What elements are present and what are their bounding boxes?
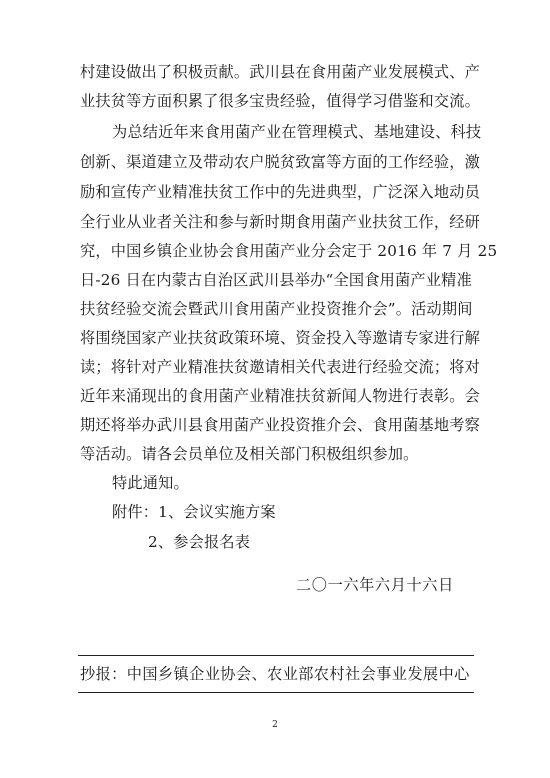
divider-top bbox=[78, 655, 474, 656]
body-line: 近年来涌现出的食用菌产业精准扶贫新闻人物进行表彰。会 bbox=[80, 387, 481, 405]
body-line: 读；将针对产业精准扶贫邀请相关代表进行经验交流；将对 bbox=[80, 358, 481, 376]
body-line: 创新、渠道建立及带动农户脱贫致富等方面的工作经验，激 bbox=[80, 153, 481, 171]
page-number: 2 bbox=[272, 720, 278, 730]
attachment-item: 附件：1、会议实施方案 bbox=[112, 503, 276, 521]
body-line: 励和宣传产业精准扶贫工作中的先进典型，广泛深入地动员 bbox=[80, 183, 481, 201]
cc-line: 抄报：中国乡镇企业协会、农业部农村社会事业发展中心 bbox=[80, 665, 470, 683]
attachment-item: 2、参会报名表 bbox=[148, 533, 251, 551]
body-line: 日-26 日在内蒙古自治区武川县举办“全国食用菌产业精准 bbox=[80, 271, 472, 289]
body-line: 将围绕国家产业扶贫政策环境、资金投入等邀请专家进行解 bbox=[80, 329, 481, 347]
body-line: 为总结近年来食用菌产业在管理模式、基地建设、科技 bbox=[112, 123, 482, 141]
divider-bottom bbox=[78, 692, 474, 693]
body-line: 期还将举办武川县食用菌产业投资推介会、食用菌基地考察 bbox=[80, 416, 481, 434]
body-line: 等活动。请各会员单位及相关部门积极组织参加。 bbox=[80, 445, 419, 463]
notice-text: 特此通知。 bbox=[112, 474, 189, 492]
body-line: 扶贫经验交流会暨武川食用菌产业投资推介会”。活动期间 bbox=[80, 300, 473, 318]
body-line: 全行业从业者关注和参与新时期食用菌产业扶贫工作，经研 bbox=[80, 213, 481, 231]
body-line: 村建设做出了积极贡献。武川县在食用菌产业发展模式、产 bbox=[80, 63, 481, 81]
body-line: 究，中国乡镇企业协会食用菌产业分会定于 2016 年 7 月 25 bbox=[80, 242, 498, 260]
body-line: 业扶贫等方面积累了很多宝贵经验，值得学习借鉴和交流。 bbox=[80, 92, 481, 110]
document-date: 二〇一六年六月十六日 bbox=[296, 576, 454, 594]
